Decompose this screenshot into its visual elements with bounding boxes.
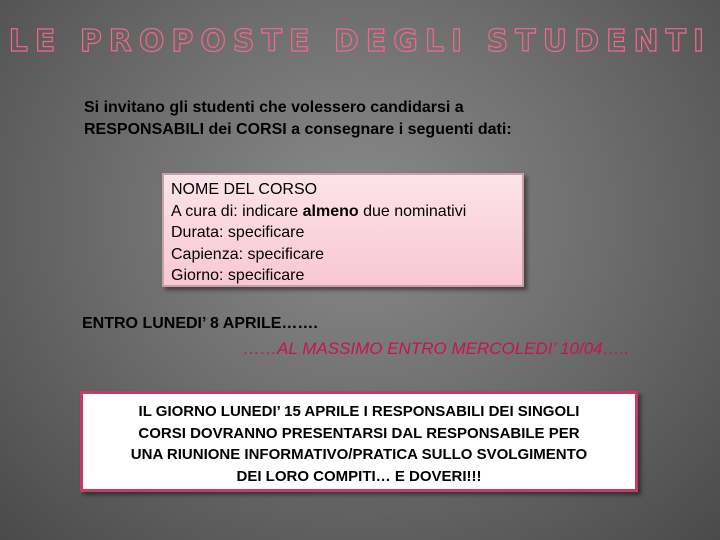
intro-line-1: Si invitano gli studenti che volessero candidarsi a: [84, 99, 464, 116]
meeting-line-3: UNA RIUNIONE INFORMATIVO/PRATICA SULLO SVOLGIMENTO: [130, 446, 588, 463]
capacity-line: Capienza: specificare: [171, 245, 324, 263]
curated-by-line: [171, 201, 522, 223]
intro-line-2: RESPONSABILI dei CORSI a consegnare i seguenti dati:: [84, 121, 512, 138]
meeting-line-2: CORSI DOVRANNO PRESENTARSI DAL RESPONSABILE PER: [138, 424, 580, 442]
course-name-line: NOME DEL CORSO: [171, 181, 318, 198]
day-line: Giorno: specificare: [171, 267, 305, 284]
meeting-line-4: DEI LORO COMPITI… E DOVERI!!!: [236, 467, 482, 485]
max-deadline-text: ……AL MASSIMO ENTRO MERCOLEDI’ 10/04…..: [243, 339, 630, 358]
required-data-box: [162, 173, 524, 287]
curated-by-suffix: due nominativi: [358, 202, 467, 220]
meeting-line-1: IL GIORNO LUNEDI’ 15 APRILE I RESPONSABILI DEI SINGOLI: [138, 403, 580, 420]
intro-text: [84, 97, 644, 141]
curated-by-prefix: A cura di: indicare: [171, 202, 303, 220]
deadline-text: ENTRO LUNEDI’ 8 APRILE…….: [82, 315, 318, 332]
slide-title: LE PROPOSTE DEGLI STUDENTI: [8, 24, 712, 59]
meeting-notice-box: [80, 391, 638, 492]
duration-line: Durata: specificare: [171, 224, 305, 241]
curated-by-emphasis: almeno: [302, 202, 359, 220]
